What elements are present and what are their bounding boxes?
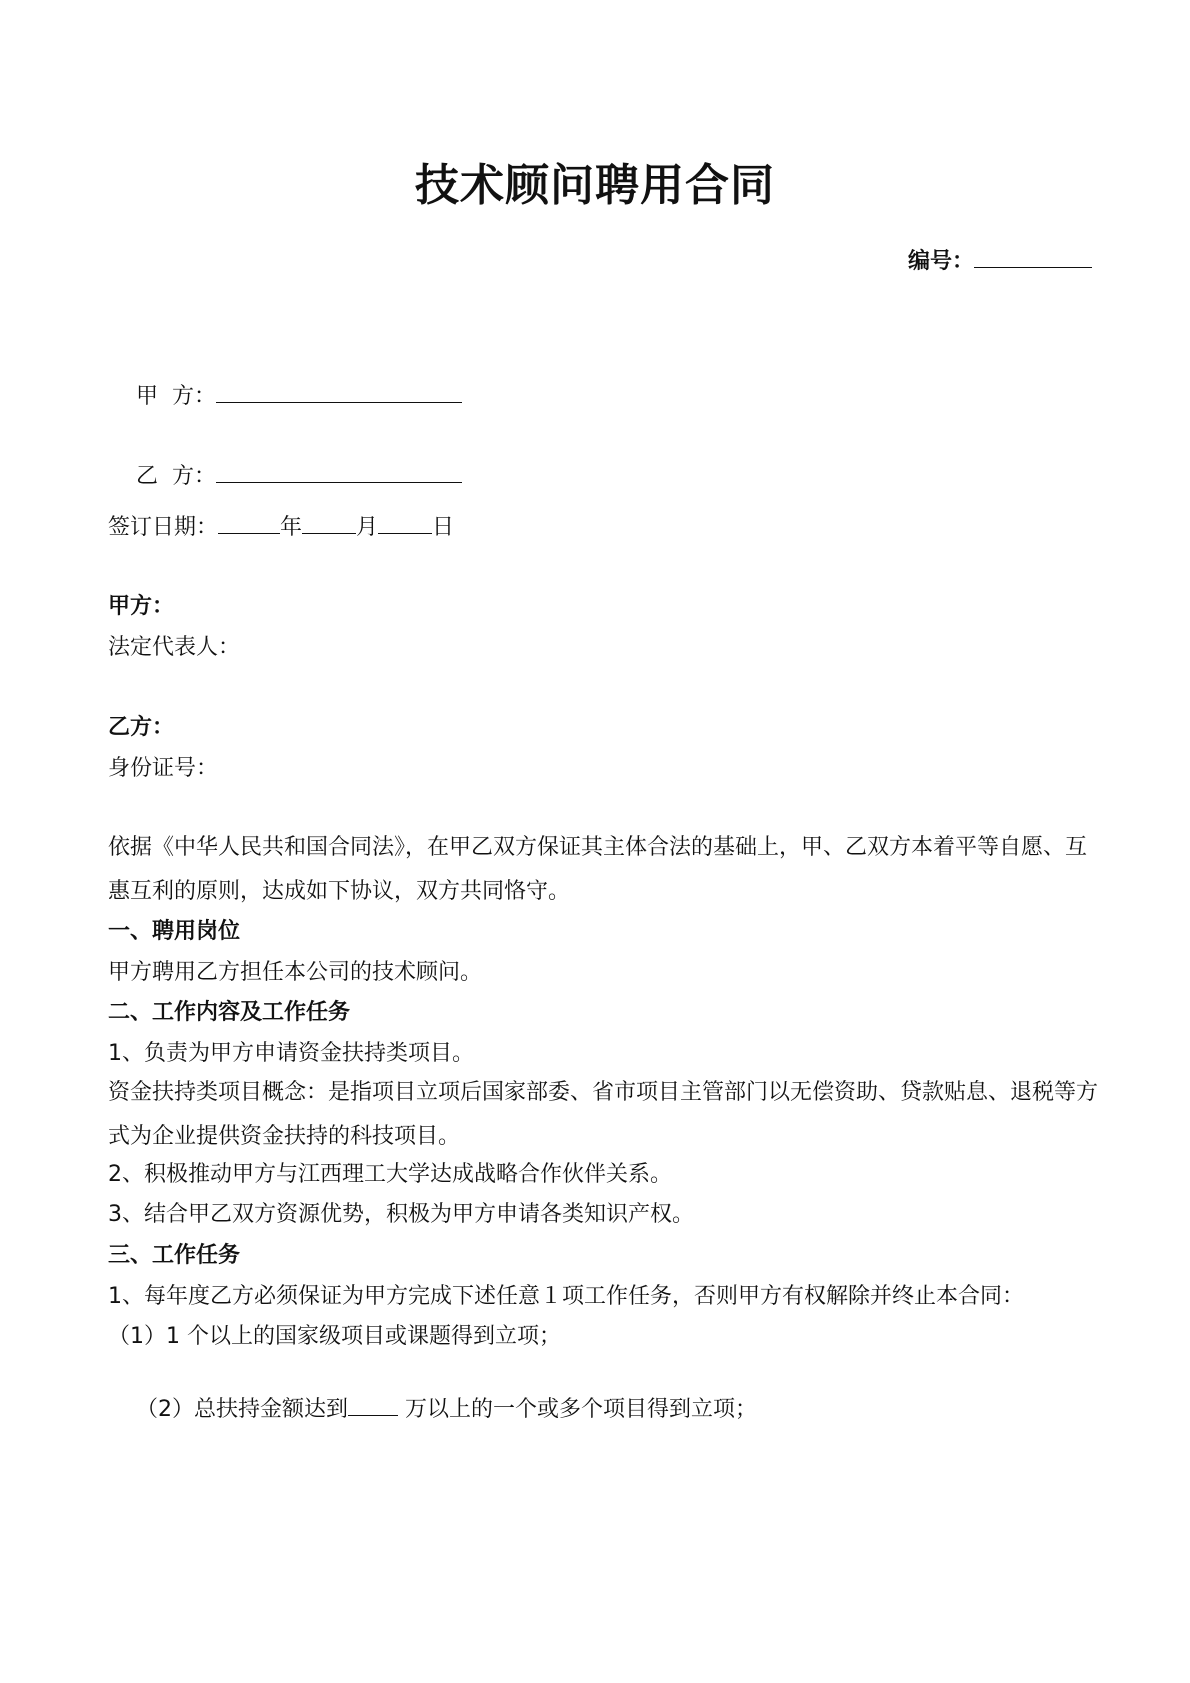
party-a-blank (216, 380, 462, 403)
section-1-heading: 一、聘用岗位 (108, 919, 241, 944)
party-b-blank (216, 460, 462, 483)
year-blank (218, 511, 280, 534)
section-3-sub-2-prefix: （2）总扶持金额达到 (135, 1397, 348, 1422)
section-1-text: 甲方聘用乙方担任本公司的技术顾问。 (108, 960, 483, 985)
day-label: 日 (432, 515, 455, 540)
party-a-heading: 甲方： (108, 594, 175, 619)
section-3-sub-1: （1）1 个以上的国家级项目或课题得到立项； (108, 1324, 561, 1349)
section-2-item-2: 2、积极推动甲方与江西理工大学达成战略合作伙伴关系。 (108, 1162, 672, 1187)
section-2-item-1: 1、负责为甲方申请资金扶持类项目。 (108, 1041, 474, 1066)
party-b-line (108, 430, 462, 522)
sign-date-label: 签订日期： (108, 515, 219, 540)
contract-number-blank (974, 245, 1092, 268)
contract-number-label: 编号： (907, 249, 974, 274)
section-2-concept: 资金扶持类项目概念：是指项目立项后国家部委、省市项目主管部门以无偿资助、贷款贴息、退税等方式为企业提供资金扶持的科技项目。 (108, 1080, 1099, 1149)
month-blank (302, 511, 356, 534)
party-a-line (108, 350, 462, 442)
section-3-sub-2 (108, 1363, 757, 1455)
section-3-heading: 三、工作任务 (108, 1243, 241, 1268)
amount-blank (348, 1393, 398, 1416)
intro-paragraph: 依据《中华人民共和国合同法》，在甲乙双方保证其主体合法的基础上，甲、乙双方本着平等自愿、互惠互利的原则，达成如下协议，双方共同恪守。 (108, 835, 1088, 904)
section-3-item-1: 1、每年度乙方必须保证为甲方完成下述任意１项工作任务，否则甲方有权解除并终止本合同： (108, 1284, 1025, 1309)
section-2-item-3: 3、结合甲乙双方资源优势，积极为甲方申请各类知识产权。 (108, 1202, 694, 1227)
sign-date-line (108, 511, 454, 543)
section-3-sub-2-suffix: 万以上的一个或多个项目得到立项； (397, 1397, 757, 1422)
document-title: 技术顾问聘用合同 (415, 160, 775, 211)
party-b-line-label: 乙 方： (135, 464, 216, 489)
contract-number (908, 245, 1092, 277)
legal-representative-label: 法定代表人： (108, 635, 241, 660)
party-a-line-label: 甲 方： (135, 384, 216, 409)
section-2-heading: 二、工作内容及工作任务 (108, 1000, 351, 1025)
month-label: 月 (356, 515, 379, 540)
party-b-heading: 乙方： (108, 715, 175, 740)
day-blank (378, 511, 432, 534)
year-label: 年 (280, 515, 303, 540)
id-number-label: 身份证号： (108, 756, 219, 781)
